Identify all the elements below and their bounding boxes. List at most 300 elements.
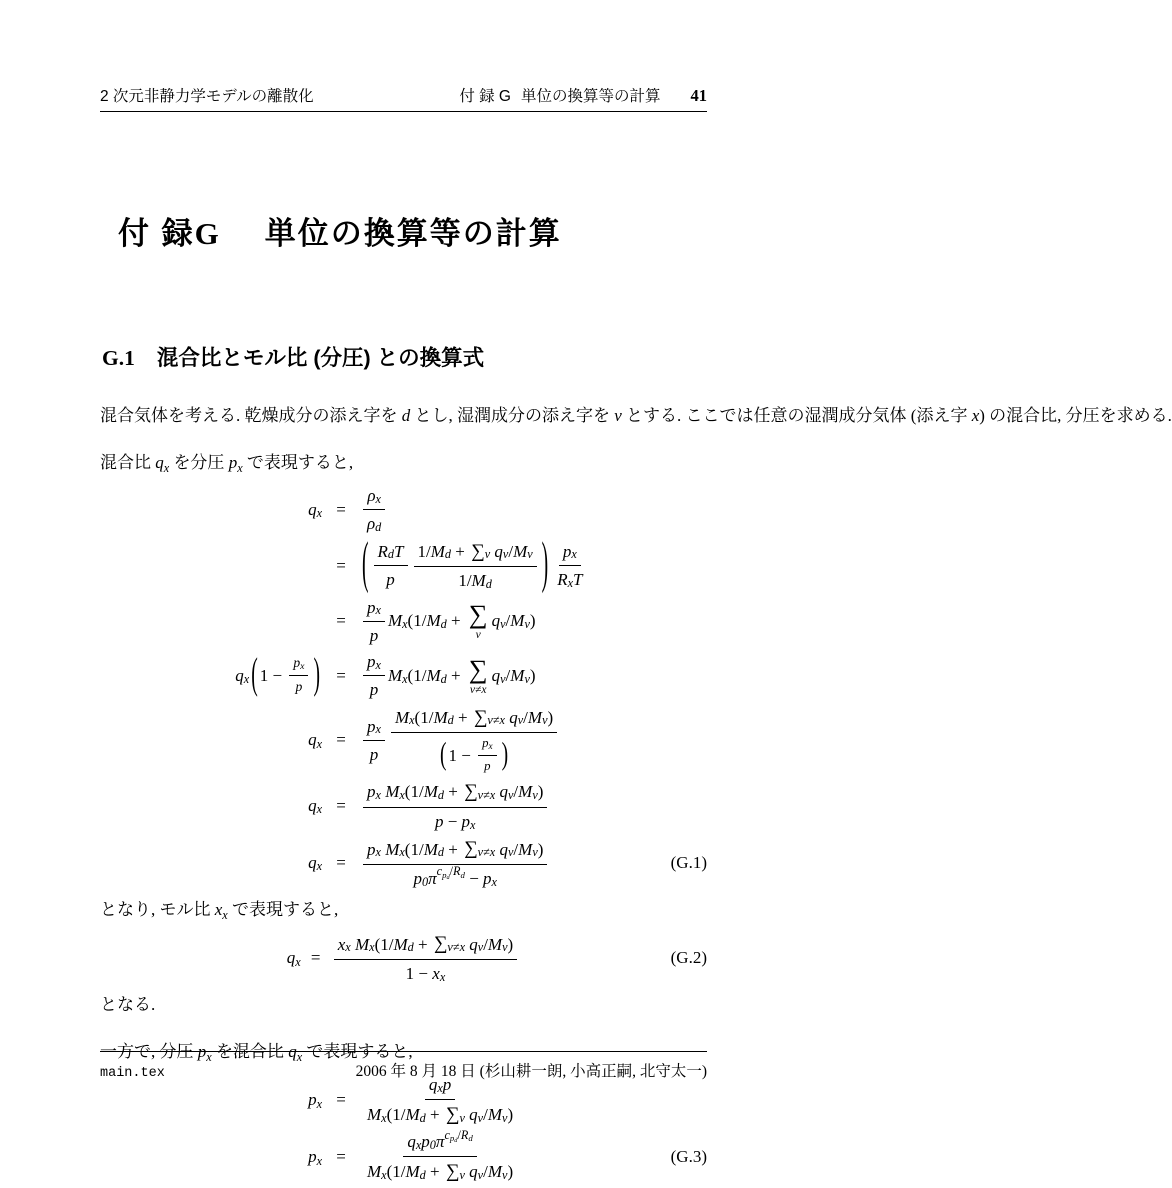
subscript: x	[300, 660, 305, 672]
subscript: v≠x	[447, 940, 465, 955]
chapter-title-text: 単位の換算等の計算	[264, 216, 562, 251]
math-var: q	[494, 541, 503, 561]
subscript: x	[296, 1050, 303, 1065]
math-var: p	[483, 869, 492, 889]
math-text: (1/	[407, 611, 427, 631]
math-var: p	[367, 652, 376, 672]
subscript: x	[381, 1110, 387, 1125]
math-var: q	[288, 1042, 297, 1062]
fraction	[363, 651, 385, 701]
math-var: M	[426, 665, 441, 685]
math-var: v	[614, 406, 622, 425]
math-var: x	[971, 406, 980, 425]
math-var: M	[527, 707, 543, 727]
math-var: M	[430, 541, 445, 561]
equation-rhs	[360, 780, 550, 832]
math-var: p	[386, 570, 395, 590]
math-var: q	[499, 782, 508, 802]
subscript: 0	[421, 874, 429, 889]
numerator	[289, 655, 308, 676]
subscript: v≠x	[487, 713, 505, 728]
text-run: 混合気体を考える. 乾燥成分の添え字を	[100, 406, 402, 425]
equation-row	[100, 837, 707, 889]
equals-sign: =	[336, 1147, 346, 1167]
equation-number: (G.2)	[670, 948, 707, 968]
equation-lhs	[212, 796, 322, 816]
math-text: 1 −	[405, 964, 433, 984]
denominator	[363, 1100, 517, 1127]
math-var: p	[562, 541, 572, 561]
paren-group	[249, 652, 322, 699]
math-var: q	[155, 453, 164, 472]
fraction	[363, 485, 385, 535]
denominator	[366, 676, 383, 700]
math-text: )	[507, 1104, 514, 1124]
subscript: d	[437, 845, 444, 860]
denominator	[363, 1157, 517, 1184]
math-text: )	[529, 611, 536, 631]
fraction	[363, 716, 385, 766]
math-var: q	[286, 948, 296, 968]
text-run: となり, モル比	[100, 900, 215, 920]
math-var: π	[435, 1132, 445, 1152]
math-var: q	[469, 1104, 478, 1124]
paren-content	[371, 540, 540, 592]
subscript: d	[454, 1137, 458, 1145]
math-var: R	[377, 541, 388, 561]
equation-lhs	[212, 853, 322, 873]
fraction	[289, 655, 308, 696]
subscript: v	[500, 671, 506, 686]
equation-row	[100, 651, 707, 701]
math-var: p	[369, 625, 379, 645]
equation-row	[100, 932, 707, 984]
subscript: d	[468, 1132, 473, 1143]
equation-number: (G.1)	[670, 853, 707, 873]
math-text: /	[483, 934, 488, 954]
equals-sign: =	[336, 796, 346, 816]
subscript: x	[439, 969, 446, 984]
running-footer	[100, 1051, 707, 1081]
math-var: ρ	[367, 486, 376, 505]
subscript: x	[375, 845, 381, 860]
equation-row	[100, 706, 707, 776]
subscript: v	[477, 940, 484, 955]
paren-icon: (	[362, 534, 369, 596]
math-text: −	[443, 812, 462, 832]
math-var: q	[491, 665, 501, 685]
math-text: (1/	[404, 782, 424, 802]
math-var: M	[387, 611, 403, 631]
text-run: で表現すると,	[227, 900, 339, 920]
math-var: p	[367, 597, 376, 617]
sigma-inline-icon: ∑	[464, 838, 478, 860]
math-var: p	[442, 1075, 452, 1095]
text-run: 混合比	[100, 453, 156, 472]
numerator	[559, 541, 581, 566]
paragraph-intro	[100, 403, 1172, 428]
math-var: p	[308, 1147, 317, 1167]
math-text: +	[443, 839, 463, 859]
equation-g2	[100, 932, 707, 984]
subscript: x	[316, 505, 322, 520]
equation-rhs	[331, 932, 520, 984]
math-var: M	[513, 541, 528, 561]
subscript: v	[502, 547, 509, 562]
subscript: x	[345, 940, 351, 955]
math-text: (1/	[386, 1104, 406, 1124]
subscript: x	[375, 603, 381, 618]
math-text: +	[443, 782, 463, 802]
paren-content	[260, 655, 312, 696]
section-number: G.1	[102, 346, 135, 370]
subscript: x	[316, 1096, 322, 1111]
subscript: x	[369, 940, 375, 955]
equation-array-g3	[100, 1074, 707, 1183]
math-var: x	[214, 900, 223, 920]
subscript: d	[407, 940, 414, 955]
math-var: q	[491, 611, 501, 631]
equation-rhs	[360, 1074, 520, 1126]
subscript: x	[375, 491, 381, 506]
subscript: v	[477, 1167, 484, 1182]
equals-sign: =	[336, 611, 346, 631]
math-text: /	[508, 541, 514, 561]
subscript: x	[375, 788, 381, 803]
subscript: v	[477, 1110, 484, 1125]
math-text: +	[453, 707, 472, 727]
subscript: v	[459, 1110, 465, 1125]
equation-rhs	[360, 837, 550, 889]
superscript	[436, 864, 465, 882]
denominator	[402, 960, 450, 984]
math-var: d	[401, 406, 411, 425]
math-text: +	[451, 541, 470, 561]
sum-limit: v≠x	[469, 682, 487, 696]
subscript: x	[567, 575, 574, 590]
subscript: d	[419, 1167, 426, 1182]
sigma-inline-icon: ∑	[473, 706, 488, 728]
equation-array-g1	[100, 485, 707, 889]
equation-lhs	[212, 500, 322, 520]
paren-icon: )	[313, 652, 320, 699]
math-var: T	[573, 570, 583, 590]
fraction	[374, 541, 408, 591]
paren-icon: (	[251, 652, 258, 699]
math-text: (1/	[386, 1161, 406, 1181]
math-var: q	[469, 1161, 478, 1181]
math-var: p	[442, 869, 447, 880]
math-text: +	[446, 611, 465, 631]
sigma-inline-icon: ∑	[445, 1103, 460, 1125]
text-run: となる.	[100, 995, 156, 1015]
math-var: c	[436, 864, 443, 879]
denominator	[431, 808, 480, 832]
math-var: M	[354, 934, 370, 954]
subscript: d	[446, 874, 450, 882]
numerator	[403, 1127, 476, 1156]
math-var: x	[432, 964, 440, 984]
equals-sign: =	[336, 555, 346, 575]
math-var: p	[449, 1132, 455, 1143]
section-title-text: 混合比とモル比 (分圧) との換算式	[156, 346, 485, 370]
math-text: /	[505, 611, 511, 631]
math-var: M	[487, 934, 503, 954]
subscript	[450, 1133, 458, 1143]
math-var: M	[518, 839, 533, 859]
math-text: −	[464, 869, 484, 889]
subscript: d	[447, 713, 454, 728]
equation-row	[100, 534, 707, 596]
subscript: x	[381, 1167, 387, 1182]
math-text: )	[537, 782, 544, 802]
math-var: M	[385, 839, 400, 859]
math-var: M	[518, 782, 533, 802]
section-title	[102, 341, 707, 372]
math-var: M	[385, 782, 400, 802]
math-var: p	[295, 679, 303, 695]
math-text: (1/	[404, 839, 424, 859]
document-page	[100, 0, 1172, 1188]
subscript: x	[206, 1050, 212, 1065]
math-text: /	[483, 1104, 488, 1124]
math-var: p	[367, 782, 376, 802]
text-run: 一方で, 分圧	[100, 1042, 198, 1062]
numerator	[391, 706, 557, 734]
subscript: x	[437, 1081, 443, 1096]
sum-display	[468, 654, 488, 696]
sigma-icon: ∑	[468, 654, 488, 684]
text-run: で表現すると,	[242, 453, 354, 472]
subscript: d	[485, 576, 492, 591]
numerator	[363, 485, 385, 510]
math-var: M	[423, 839, 438, 859]
equation-row	[100, 1127, 707, 1183]
subscript: x	[237, 460, 243, 475]
equation-rhs	[360, 706, 560, 776]
math-text: )	[507, 1161, 514, 1181]
equation-rhs	[360, 1127, 520, 1183]
sigma-icon: ∑	[468, 600, 488, 629]
equals-sign: =	[310, 948, 321, 968]
subscript	[442, 870, 450, 880]
math-var: R	[453, 864, 461, 879]
subscript: d	[440, 617, 447, 632]
text-run: で表現すると,	[302, 1042, 413, 1062]
equation-rhs	[360, 485, 388, 535]
math-text: /	[457, 1127, 461, 1142]
math-var: q	[469, 934, 478, 954]
numerator	[334, 932, 517, 960]
fraction	[334, 932, 517, 984]
math-var: M	[426, 611, 441, 631]
math-text: /	[513, 839, 519, 859]
fraction	[363, 1127, 517, 1183]
text-run: を分圧	[169, 453, 229, 472]
math-var: p	[434, 812, 444, 832]
subscript: v≠x	[477, 788, 496, 803]
math-text: +	[413, 934, 432, 954]
numerator	[363, 780, 547, 808]
sigma-inline-icon: ∑	[471, 540, 485, 562]
math-text: +	[446, 665, 465, 685]
math-var: p	[367, 839, 376, 859]
subscript: x	[222, 907, 228, 922]
paragraph-mixing-ratio-intro	[100, 450, 707, 477]
subscript: 0	[429, 1138, 436, 1153]
subscript: x	[295, 954, 301, 969]
math-var: R	[557, 570, 568, 590]
fraction	[363, 597, 385, 647]
math-var: M	[367, 1161, 382, 1181]
math-text: (1/	[374, 934, 394, 954]
denominator	[366, 741, 383, 765]
denominator	[363, 510, 385, 534]
math-var: q	[308, 730, 317, 750]
math-var: M	[487, 1104, 502, 1124]
math-var: q	[235, 665, 244, 685]
sum-display	[469, 602, 488, 641]
subscript: v	[542, 713, 548, 728]
chapter-label-letter: G	[194, 216, 219, 251]
paren-icon: (	[440, 738, 447, 773]
math-var: p	[413, 869, 422, 889]
subscript: v	[507, 788, 514, 803]
math-var: p	[228, 453, 238, 472]
math-text: (1/	[414, 707, 434, 727]
math-text: /	[505, 665, 511, 685]
sigma-inline-icon: ∑	[445, 1160, 460, 1182]
subscript: x	[375, 722, 381, 737]
equation-number: (G.3)	[670, 1147, 707, 1167]
numerator	[363, 837, 547, 865]
equals-sign: =	[336, 730, 346, 750]
math-text: /	[483, 1161, 488, 1181]
subscript: v≠x	[477, 845, 496, 860]
math-var: M	[471, 571, 486, 591]
subscript: v	[527, 547, 533, 562]
sum-limit: v	[475, 628, 481, 642]
math-var: ρ	[367, 514, 376, 534]
math-text: /	[523, 707, 528, 727]
subscript: d	[419, 1110, 426, 1125]
subscript: x	[316, 802, 322, 817]
paren-group	[360, 534, 550, 596]
math-var: p	[369, 744, 379, 764]
equals-sign: =	[336, 853, 346, 873]
math-var: π	[428, 869, 437, 889]
chapter-label-prefix: 付 録	[118, 216, 195, 251]
denominator	[434, 733, 514, 775]
subscript: v	[459, 1167, 465, 1182]
paren-content	[449, 736, 500, 775]
denominator	[553, 566, 586, 590]
math-var: p	[484, 759, 491, 774]
math-text: +	[425, 1104, 444, 1124]
subscript: d	[437, 788, 444, 803]
running-header	[100, 84, 707, 112]
subscript: x	[316, 859, 322, 874]
fraction	[363, 837, 547, 889]
paragraph-after-g2	[100, 992, 707, 1017]
subscript: v	[502, 1167, 508, 1182]
math-var: M	[433, 707, 448, 727]
subscript: d	[375, 519, 382, 534]
math-text: /	[449, 864, 454, 879]
subscript: x	[399, 845, 405, 860]
math-var: q	[499, 839, 508, 859]
math-var: q	[407, 1132, 416, 1152]
numerator	[414, 540, 537, 568]
equation-row	[100, 1074, 707, 1126]
paren-icon: )	[501, 738, 509, 773]
math-var: p	[482, 736, 489, 751]
subscript: d	[440, 671, 447, 686]
math-text: (1/	[407, 665, 427, 685]
math-var: q	[308, 796, 317, 816]
equation-row	[100, 485, 707, 535]
math-var: c	[444, 1127, 450, 1142]
subscript: x	[409, 713, 415, 728]
math-text: +	[425, 1161, 444, 1181]
math-var: M	[487, 1161, 502, 1181]
denominator	[409, 865, 501, 889]
math-var: q	[509, 707, 518, 727]
numerator	[478, 736, 496, 756]
math-text: 1 −	[259, 665, 287, 685]
equation-rhs	[360, 651, 536, 701]
math-text: )	[547, 707, 554, 727]
equation-lhs	[212, 730, 322, 750]
subscript: x	[415, 1138, 422, 1153]
sigma-inline-icon: ∑	[433, 933, 448, 955]
header-left-title: 2 次元非静力学モデルの離散化	[100, 88, 314, 105]
equation-row	[100, 597, 707, 647]
math-var: q	[308, 499, 317, 519]
math-var: M	[405, 1161, 420, 1181]
equation-lhs	[212, 1090, 322, 1110]
equals-sign: =	[336, 1090, 346, 1110]
math-var: M	[367, 1104, 382, 1124]
subscript: x	[571, 547, 577, 562]
subscript: d	[460, 869, 465, 880]
fraction	[553, 541, 586, 591]
equation-rhs	[360, 597, 536, 647]
denominator	[366, 622, 383, 646]
fraction	[363, 780, 547, 832]
denominator	[454, 567, 496, 591]
superscript	[444, 1128, 472, 1143]
numerator	[363, 597, 385, 622]
math-text: )	[507, 934, 514, 954]
page-number: 41	[690, 86, 707, 105]
denominator	[480, 756, 494, 775]
math-var: M	[423, 782, 438, 802]
math-var: T	[394, 541, 404, 561]
math-text: )	[537, 839, 544, 859]
header-appendix-label: 付 録 G	[459, 88, 511, 105]
equation-lhs	[212, 1147, 322, 1167]
subscript: v	[502, 1110, 508, 1125]
subscript: v	[500, 617, 506, 632]
subscript: x	[316, 736, 322, 751]
math-var: M	[510, 611, 525, 631]
equation-lhs	[287, 948, 301, 968]
math-var: p	[367, 716, 376, 736]
paren-group	[438, 736, 510, 775]
subscript: x	[402, 671, 408, 686]
subscript: x	[243, 671, 250, 686]
